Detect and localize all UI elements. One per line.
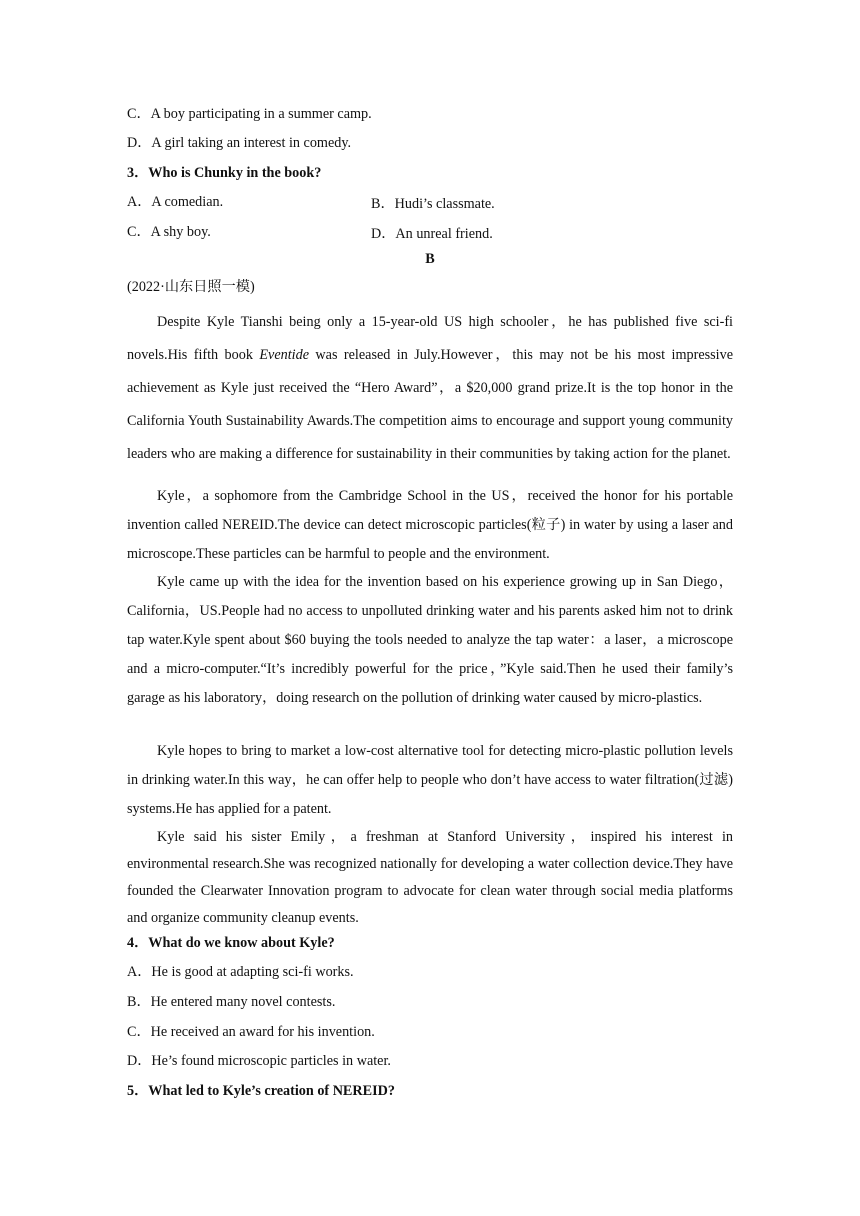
q2-option-d: D．A girl taking an interest in comedy. bbox=[127, 135, 352, 151]
q2-option-c: C．A boy participating in a summer camp. bbox=[127, 106, 372, 122]
passage-paragraph-4: Kyle hopes to bring to market a low-cost alternative tool for detecting micro-plastic pollution levels in drinking water.In this way，he can offer help to people who don’t have access to water filtration(过滤) systems.He has applied for a patent. bbox=[127, 743, 733, 817]
q3-question: 3．Who is Chunky in the book? bbox=[127, 165, 322, 181]
q5-question: 5．What led to Kyle’s creation of NEREID? bbox=[127, 1083, 395, 1099]
q3-option-d: D．An unreal friend. bbox=[371, 226, 493, 242]
q3-option-c: C．A shy boy. bbox=[127, 224, 211, 240]
section-heading: B bbox=[425, 251, 435, 267]
q3-option-b: B．Hudi’s classmate. bbox=[371, 196, 495, 212]
q4-option-c: C．He received an award for his invention. bbox=[127, 1024, 375, 1040]
q4-option-d: D．He’s found microscopic particles in water. bbox=[127, 1053, 391, 1069]
passage-paragraph-3: Kyle came up with the idea for the invention based on his experience growing up in San Diego，California，US.People had no access to unpolluted drinking water and his parents asked him not to drink tap water.Kyle spent about $60 buying the tools needed to analyze the tap water：a laser，a microscope and a micro-computer.“It’s incredibly powerful for the price，”Kyle said.Then he used their family’s garage as his laboratory，doing research on the pollution of drinking water caused by micro-plastics. bbox=[127, 574, 733, 706]
q4-question: 4．What do we know about Kyle? bbox=[127, 935, 335, 951]
passage-source: (2022·山东日照一模) bbox=[127, 279, 255, 295]
passage-paragraph-5: Kyle said his sister Emily，a freshman at Stanford University，inspired his interest in environmental research.She was recognized nationally for developing a water collection device.They have founded the Clearwater Innovation program to advocate for clean water through social media platforms and organize community cleanup events. bbox=[127, 829, 733, 926]
q3-option-a: A．A comedian. bbox=[127, 194, 224, 210]
q4-option-a: A．He is good at adapting sci-fi works. bbox=[127, 964, 354, 980]
q4-option-b: B．He entered many novel contests. bbox=[127, 994, 336, 1010]
passage-paragraph-1: Despite Kyle Tianshi being only a 15-year-old US high schooler，he has published five sci-fi novels.His fifth book Eventide was released in July.However，this may not be his most impressive achievement as Kyle just received the “Hero Award”，a $20,000 grand prize.It is the top honor in the California Youth Sustainability Awards.The competition aims to encourage and support young community leaders who are making a difference for sustainability in their communities by taking action for the planet. bbox=[127, 314, 733, 462]
passage-paragraph-2: Kyle，a sophomore from the Cambridge School in the US，received the honor for his portable invention called NEREID.The device can detect microscopic particles(粒子) in water by using a laser and microscope.These particles can be harmful to people and the environment. bbox=[127, 488, 733, 562]
book-title: Eventide bbox=[259, 347, 309, 363]
